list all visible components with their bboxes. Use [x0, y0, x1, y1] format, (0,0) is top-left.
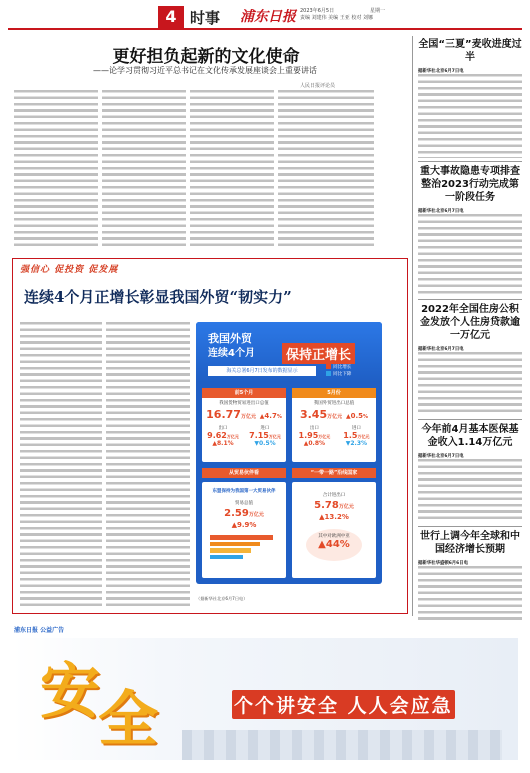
- ad-big-char-2: 全: [98, 685, 158, 755]
- lead-body-col-3: [190, 90, 274, 250]
- legend-up: 同比增长: [333, 365, 352, 370]
- card2-head: 5月份: [292, 388, 376, 398]
- info-heading-1: 我国外贸: [208, 332, 252, 345]
- card4-tail: 其中对欧洲中亚: [318, 534, 350, 539]
- card1-line: 我国货物贸易进出口总值: [219, 401, 269, 406]
- card1-sub2-value: 7.15: [249, 431, 269, 440]
- card3-line: 东盟保持为我国第一大贸易伙伴: [212, 489, 276, 494]
- info-legend: [326, 364, 351, 378]
- card2-sub1-unit: 万亿元: [318, 434, 331, 439]
- card2-sub2-pct: 2.3: [350, 440, 361, 447]
- card4-value: 5.78: [314, 500, 339, 511]
- legend-down: 同比下降: [333, 372, 352, 377]
- up-arrow-icon: ▲: [319, 513, 325, 521]
- card3-bars: [210, 535, 278, 559]
- lead-subtitle: ——论学习贯彻习近平总书记在文化传承发展座谈会上重要讲话: [93, 66, 317, 75]
- card1-sub1-unit: 万亿元: [226, 434, 239, 439]
- card-first-five-months: 前5个月 我国货物贸易进出口总值 16.77万亿元 ▲4.7% 出口 9.62万亿元 ▲8.1% 进口 7.15万亿元 ▼0.5%: [202, 388, 286, 462]
- ad-big-char-1: 安: [40, 657, 100, 727]
- down-arrow-icon: ▼: [345, 440, 351, 447]
- up-legend-swatch: [326, 364, 331, 369]
- ad-slogan: 个个讲安全 人人会应急: [232, 690, 456, 719]
- card-may: 5月份 我国外贸进出口总值 3.45万亿元 ▲0.5% 出口 1.95万亿元 ▲0.8% 进口 1.5万亿元 ▼2.3%: [292, 388, 376, 462]
- trade-infographic: [196, 322, 382, 584]
- card1-head: 前5个月: [202, 388, 286, 398]
- up-arrow-icon: ▲: [231, 521, 237, 529]
- card3-pct: 9.9: [236, 521, 250, 529]
- lead-body-col-1: [14, 90, 98, 250]
- bar: [210, 535, 273, 540]
- card2-sub2-value: 1.5: [343, 431, 358, 440]
- feature-body-col-1: [20, 322, 102, 608]
- city-skyline: [182, 730, 502, 760]
- lead-title: 更好担负起新的文化使命: [112, 47, 300, 67]
- lead-body-col-2: [102, 90, 186, 250]
- card1-sub1-pct: 8.1: [216, 440, 228, 447]
- up-arrow-icon: ▲: [212, 440, 217, 447]
- info-source-band: 海关总署6月7日发布的数据显示: [208, 366, 316, 376]
- section-name: 时事: [190, 9, 221, 27]
- mid-left-label: 从贸易伙伴看: [202, 468, 286, 478]
- paper-name: 浦东日报: [240, 9, 296, 25]
- mid-right-label: “一带一路”沿线国家: [292, 468, 376, 478]
- card1-sub2-unit: 万亿元: [268, 434, 281, 439]
- card2-line: 我国外贸进出口总值: [313, 401, 355, 406]
- bar: [210, 542, 260, 547]
- card1-sub2-pct: 0.5: [258, 440, 270, 447]
- brief-2-byline: 据新华社北京6月7日电: [418, 209, 464, 214]
- card4-highlight: 其中对欧洲中亚 ▲44%: [306, 529, 362, 561]
- brief-1-byline: 据新华社北京6月7日电: [418, 69, 464, 74]
- brief-2-head: 重大事故隐患专项排查整治2023行动完成第一阶段任务: [420, 166, 520, 203]
- column-divider: [412, 36, 413, 616]
- feature-kicker: 强信心 促投资 促发展: [20, 265, 119, 275]
- feature-credit: （据新华社北京6月7日电）: [196, 596, 248, 601]
- brief-3-head: 2022年全国住房公积金发放个人住房贷款逾一万亿元: [420, 304, 520, 341]
- card-belt-road: 合计进出口 5.78万亿元 ▲13.2% 其中对欧洲中亚 ▲44%: [292, 482, 376, 578]
- public-service-ad: [12, 624, 518, 764]
- card1-value: 16.77: [206, 408, 241, 421]
- bar: [210, 548, 251, 553]
- bar: [210, 555, 243, 560]
- brief-5-byline: 据新华社华盛顿6月6日电: [418, 561, 469, 566]
- card2-sub1-value: 1.95: [298, 431, 319, 440]
- info-heading-3: 保持正增长: [282, 343, 355, 364]
- card3-value: 2.59: [224, 508, 249, 519]
- ad-label: 浦东日报 公益广告: [14, 627, 65, 634]
- brief-4-byline: 据新华社北京6月7日电: [418, 454, 464, 459]
- up-arrow-icon: ▲: [303, 440, 309, 447]
- brief-4-head: 今年前4月基本医保基金收入1.14万亿元: [421, 424, 519, 448]
- feature-body-col-2: [106, 322, 190, 608]
- card4-unit: 万亿元: [338, 504, 354, 510]
- brief-5-head: 世行上调今年全球和中国经济增长预期: [420, 531, 520, 555]
- page-number: 4: [158, 6, 184, 28]
- down-arrow-icon: ▼: [254, 440, 259, 447]
- lead-body-col-4: [278, 90, 374, 250]
- card4-pct2: 44: [325, 539, 340, 550]
- masthead: [8, 4, 522, 30]
- card2-unit: 万亿元: [327, 414, 343, 420]
- feature-title: 连续4个月正增长彰显我国外贸“韧实力”: [24, 288, 292, 306]
- card1-unit: 万亿元: [240, 414, 256, 420]
- card3-label: 贸易总值: [235, 501, 253, 506]
- date-line: 2023年6月5日: [300, 8, 335, 14]
- card2-sub2-unit: 万亿元: [357, 434, 370, 439]
- card-asean: 东盟保持为我国第一大贸易伙伴 贸易总值 2.59万亿元 ▲9.9%: [202, 482, 286, 578]
- card1-pct: 4.7: [264, 412, 277, 420]
- ad-visual: [12, 638, 518, 760]
- card2-sub2-label: 进口: [351, 426, 361, 431]
- up-arrow-icon: ▲: [345, 413, 351, 420]
- card2-sub1-label: 出口: [309, 426, 319, 431]
- up-arrow-icon: ▲: [259, 413, 265, 420]
- brief-3-byline: 据新华社北京6月7日电: [418, 347, 464, 352]
- brief-1-head: 全国“三夏”麦收进度过半: [418, 39, 522, 63]
- down-legend-swatch: [326, 371, 331, 376]
- card1-sub1-label: 出口: [218, 426, 228, 431]
- card1-sub2-label: 进口: [260, 426, 270, 431]
- card1-sub1-value: 9.62: [207, 431, 227, 440]
- card3-unit: 万亿元: [248, 512, 264, 518]
- card4-pct: 13.2: [324, 513, 342, 521]
- card2-value: 3.45: [299, 408, 328, 421]
- up-arrow-icon: ▲: [318, 539, 326, 550]
- card4-line: 合计进出口: [322, 493, 346, 498]
- card2-sub1-pct: 0.8: [308, 440, 320, 447]
- lead-byline: 人民日报评论员: [300, 83, 336, 89]
- right-column: [418, 34, 522, 620]
- editors-line: 责编 刘建伟 美编 王亚 校对 刘娜: [300, 15, 373, 21]
- info-heading-2: 连续4个月: [208, 348, 255, 359]
- day-line: 星期一: [370, 8, 386, 14]
- card2-pct: 0.5: [350, 412, 363, 420]
